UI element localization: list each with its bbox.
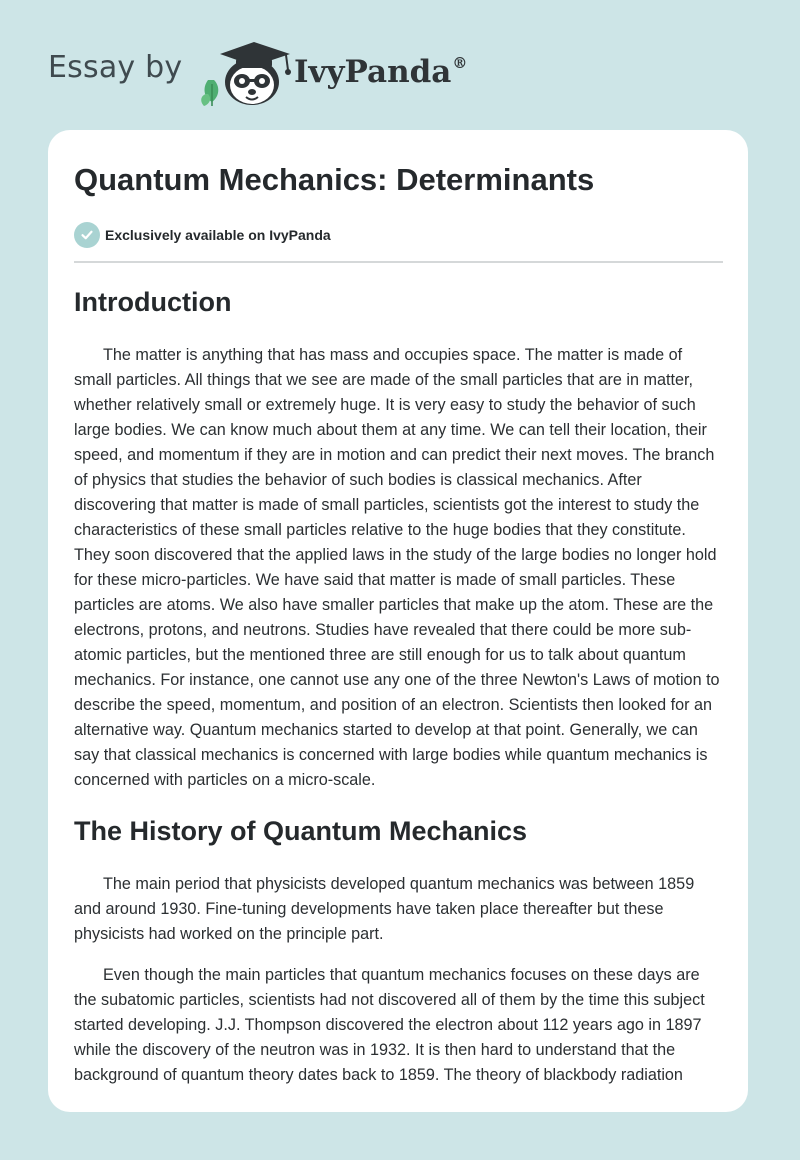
article-card	[48, 130, 748, 1112]
paragraph: Even though the main particles that quantum mechanics focuses on these days are the subatomic particles, scientists had not discovered all of them by the time this subject started developing. J.J. Thompson discovered the electron about 112 years ago in 1897 while the discovery of the neutron was in 1932. It is then hard to understand that the background of quantum theory dates back to 1859. The theory of blackbody radiation	[74, 966, 705, 1084]
article-body	[74, 280, 723, 1088]
paragraph: The main period that physicists developed quantum mechanics was between 1859 and around 1930. Fine-tuning developments have taken place thereafter but these physicists had worked on the principle part.	[74, 875, 695, 943]
section-heading: Introduction	[74, 287, 232, 317]
essay-by-label: Essay by	[48, 50, 183, 85]
article-title: Quantum Mechanics: Determinants	[74, 162, 595, 197]
brand-name: IvyPanda®	[294, 54, 468, 90]
divider	[74, 261, 723, 263]
section-heading: The History of Quantum Mechanics	[74, 816, 528, 846]
exclusive-badge	[74, 222, 331, 248]
paragraph: The matter is anything that has mass and occupies space. The matter is made of small particles. All things that we see are made of the small particles that are in matter, whether relatively small or extremely huge. It is very easy to study the behavior of such large bodies. We can know much about them at any time. We can tell their location, their speed, and momentum if they are in motion and can predict their next moves. The branch of physics that studies the behavior of such bodies is classical mechanics. After discovering that matter is made of small particles, scientists got the interest to study the characteristics of these small particles relative to the huge bodies that they constitute. They soon discovered that the applied laws in the study of the large bodies no longer hold for these micro-particles. We have said that matter is made of small particles. These particles are atoms. We also have smaller particles that make up the atom. These are the electrons, protons, and neutrons. Studies have revealed that there could be more sub-atomic particles, but the mentioned three are still enough for us to talk about quantum mechanics. For instance, one cannot use any one of the three Newton's Laws of motion to describe the speed, momentum, and position of an electron. Scientists then looked for an alternative way. Quantum mechanics started to develop at that point. Generally, we can say that classical mechanics is concerned with large bodies while quantum mechanics is concerned with particles on a micro-scale.	[74, 346, 720, 789]
registered-mark: ®	[452, 54, 468, 72]
section-history	[74, 809, 723, 1088]
site-header	[48, 38, 468, 108]
ivypanda-logo-icon[interactable]	[200, 36, 296, 108]
exclusive-label: Exclusively available on IvyPanda	[105, 227, 331, 243]
section-introduction	[74, 280, 723, 793]
check-icon	[74, 222, 100, 248]
